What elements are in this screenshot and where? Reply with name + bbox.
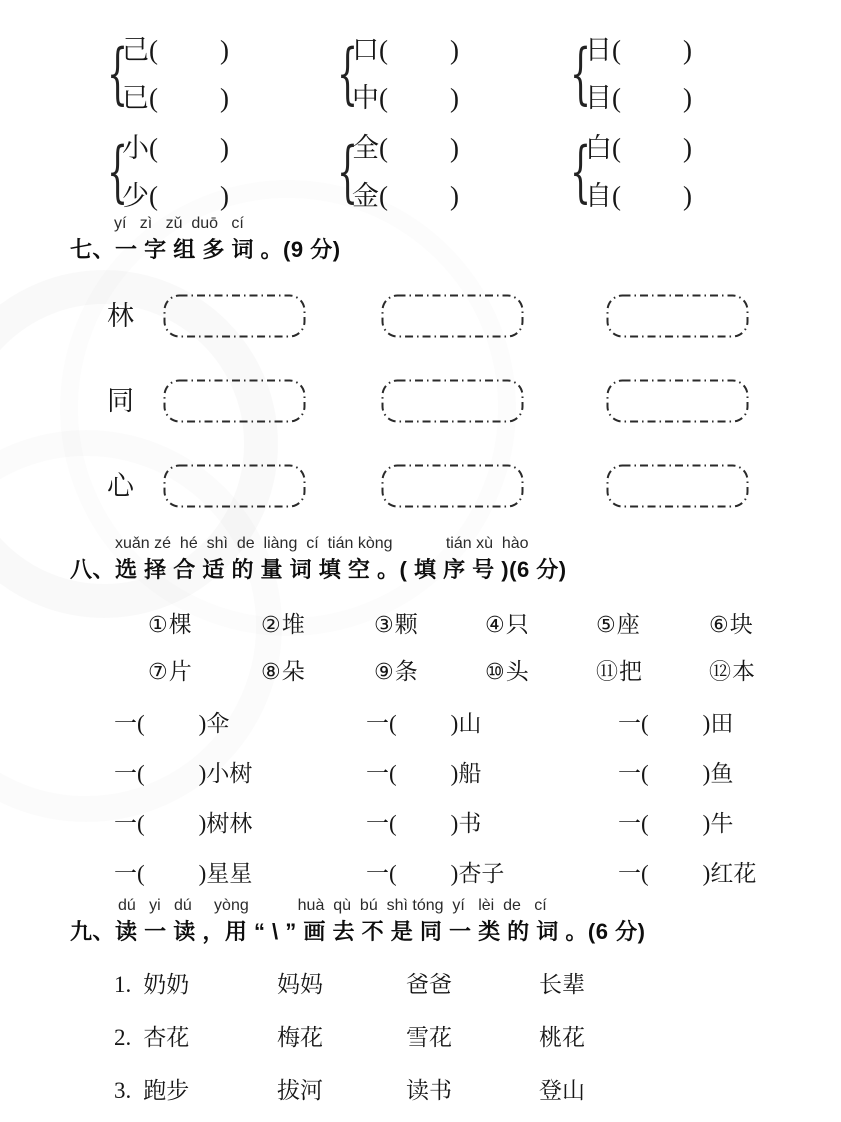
circled-number: ⑥ — [709, 613, 729, 638]
option-8 — [261, 658, 305, 687]
char-pair-group-xiao — [102, 124, 229, 220]
circled-number: ④ — [485, 613, 505, 638]
category-item-row-3 — [0, 1077, 841, 1107]
blank-prefix: 一 — [366, 761, 389, 786]
close-paren: ) — [702, 861, 711, 886]
measure-blank-shu — [366, 810, 481, 838]
blank-prefix: 一 — [366, 811, 389, 836]
open-paren: ( — [379, 83, 388, 113]
section8-heading: 八、选 择 合 适 的 量 词 填 空 。( 填 序 号 )(6 分) — [70, 557, 567, 582]
option-4 — [485, 611, 529, 640]
blank-noun: 伞 — [206, 711, 230, 736]
section7-heading: 七、一 字 组 多 词 。(9 分) — [70, 237, 341, 262]
pair-lines — [122, 132, 229, 212]
close-paren: ) — [450, 181, 459, 211]
option-word: 座 — [616, 612, 640, 637]
close-paren: ) — [450, 811, 459, 836]
option-word: 把 — [619, 659, 643, 684]
close-paren: ) — [683, 133, 692, 163]
answer-box — [163, 294, 306, 338]
open-paren: ( — [641, 861, 649, 886]
circled-number: ⑦ — [148, 660, 168, 685]
answer-box — [381, 379, 524, 423]
section7-pinyin: yí zì zǔ duō cí — [114, 215, 244, 232]
pair-line — [585, 82, 692, 114]
item-word: 跑步 — [143, 1078, 190, 1103]
option-12 — [709, 658, 755, 687]
close-paren: ) — [683, 181, 692, 211]
char-pair-group-quan — [332, 124, 459, 220]
left-brace: { — [570, 133, 591, 210]
open-paren: ( — [379, 35, 388, 65]
open-paren: ( — [641, 811, 649, 836]
close-paren: ) — [198, 811, 207, 836]
item-word: 长辈 — [539, 972, 585, 997]
blank-noun: 鱼 — [710, 761, 734, 786]
option-5 — [596, 611, 640, 640]
left-brace: { — [107, 133, 128, 210]
blank-noun: 田 — [710, 711, 734, 736]
left-brace: { — [107, 35, 128, 112]
open-paren: ( — [612, 35, 621, 65]
blank-prefix: 一 — [618, 811, 641, 836]
option-word: 条 — [394, 659, 418, 684]
answer-box — [163, 379, 306, 423]
option-3 — [374, 611, 418, 640]
section9-heading: 九、读 一 读 ，用 “ \ ” 画 去 不 是 同 一 类 的 词 。(6 分) — [70, 919, 646, 944]
pair-line — [122, 82, 229, 114]
pair-char: 小 — [122, 133, 149, 163]
pair-line — [352, 34, 459, 66]
pair-char: 日 — [585, 35, 612, 65]
open-paren: ( — [379, 181, 388, 211]
measure-blank-san — [114, 710, 229, 738]
close-paren: ) — [702, 761, 711, 786]
item-word: 桃花 — [539, 1025, 585, 1050]
option-11 — [596, 658, 642, 687]
option-word: 颗 — [394, 612, 418, 637]
pair-char: 自 — [585, 181, 612, 211]
pair-char: 全 — [352, 133, 379, 163]
pair-char: 口 — [352, 35, 379, 65]
close-paren: ) — [450, 761, 459, 786]
option-word: 片 — [168, 659, 192, 684]
item-word: 杏花 — [143, 1025, 190, 1050]
blank-noun: 树林 — [206, 811, 253, 836]
option-word: 头 — [505, 659, 529, 684]
blank-prefix: 一 — [114, 861, 137, 886]
option-word: 块 — [729, 612, 753, 637]
item-word: 登山 — [539, 1078, 585, 1103]
pair-lines — [585, 132, 692, 212]
item-cell — [114, 1024, 189, 1052]
blank-prefix: 一 — [618, 761, 641, 786]
section9-pinyin: dú yi dú yòng huà qù bú shì tóng yí lèi de cí — [118, 897, 547, 914]
pair-line — [122, 180, 229, 212]
pair-line — [585, 132, 692, 164]
blank-noun: 牛 — [710, 811, 734, 836]
pair-char: 中 — [352, 83, 379, 113]
option-word: 堆 — [281, 612, 305, 637]
wordbox-label-tong: 同 — [107, 386, 134, 416]
open-paren: ( — [149, 133, 158, 163]
circled-number: ① — [148, 613, 168, 638]
open-paren: ( — [149, 35, 158, 65]
pair-lines — [122, 34, 229, 114]
pair-lines — [352, 132, 459, 212]
left-brace: { — [337, 35, 358, 112]
item-word: 爸爸 — [406, 972, 452, 997]
measure-blank-xingxing — [114, 860, 252, 888]
pair-line — [352, 82, 459, 114]
circled-number: ⑫ — [709, 660, 732, 685]
pair-char: 白 — [585, 133, 612, 163]
close-paren: ) — [702, 811, 711, 836]
close-paren: ) — [220, 83, 229, 113]
blank-prefix: 一 — [114, 711, 137, 736]
section8-pinyin: xuǎn zé hé shì de liàng cí tián kòng tián xù hào — [115, 535, 529, 552]
blank-noun: 书 — [458, 811, 482, 836]
open-paren: ( — [137, 811, 145, 836]
close-paren: ) — [198, 711, 207, 736]
answer-box — [606, 294, 749, 338]
measure-blank-xingzi — [366, 860, 504, 888]
measure-blank-yu — [618, 760, 733, 788]
item-cell — [114, 1077, 189, 1105]
option-word: 本 — [732, 659, 756, 684]
open-paren: ( — [389, 811, 397, 836]
option-7 — [148, 658, 192, 687]
option-2 — [261, 611, 305, 640]
close-paren: ) — [198, 761, 207, 786]
item-word: 妈妈 — [277, 972, 323, 997]
open-paren: ( — [612, 181, 621, 211]
blank-prefix: 一 — [618, 861, 641, 886]
answer-box — [381, 464, 524, 508]
measure-blank-niu — [618, 810, 733, 838]
category-item-row-2 — [0, 1024, 841, 1054]
wordbox-label-lin: 林 — [107, 301, 134, 331]
item-word: 拔河 — [277, 1078, 323, 1103]
option-1 — [148, 611, 192, 640]
close-paren: ) — [220, 35, 229, 65]
open-paren: ( — [612, 133, 621, 163]
blank-noun: 红花 — [710, 861, 757, 886]
pair-line — [585, 180, 692, 212]
pair-line — [585, 34, 692, 66]
wordbox-label-xin: 心 — [107, 471, 134, 501]
option-6 — [709, 611, 753, 640]
pair-char: 已 — [122, 83, 149, 113]
close-paren: ) — [198, 861, 207, 886]
open-paren: ( — [612, 83, 621, 113]
pair-char: 己 — [122, 35, 149, 65]
circled-number: ⑤ — [596, 613, 616, 638]
blank-noun: 船 — [458, 761, 482, 786]
open-paren: ( — [389, 861, 397, 886]
pair-char: 少 — [122, 181, 149, 211]
pair-line — [352, 180, 459, 212]
close-paren: ) — [450, 133, 459, 163]
open-paren: ( — [379, 133, 388, 163]
char-pair-group-bai — [565, 124, 692, 220]
open-paren: ( — [389, 761, 397, 786]
measure-blank-xiaoshu — [114, 760, 252, 788]
left-brace: { — [570, 35, 591, 112]
circled-number: ⑧ — [261, 660, 281, 685]
item-word: 梅花 — [277, 1025, 323, 1050]
blank-prefix: 一 — [618, 711, 641, 736]
blank-noun: 杏子 — [458, 861, 505, 886]
item-word: 雪花 — [406, 1025, 452, 1050]
pair-lines — [585, 34, 692, 114]
open-paren: ( — [641, 761, 649, 786]
measure-blank-honghua — [618, 860, 756, 888]
item-cell — [114, 971, 189, 999]
pair-line — [122, 34, 229, 66]
option-9 — [374, 658, 418, 687]
measure-blank-tian — [618, 710, 733, 738]
open-paren: ( — [389, 711, 397, 736]
blank-prefix: 一 — [114, 761, 137, 786]
close-paren: ) — [220, 133, 229, 163]
option-word: 只 — [505, 612, 529, 637]
measure-blank-chuan — [366, 760, 481, 788]
char-pair-group-ri — [565, 26, 692, 122]
close-paren: ) — [683, 83, 692, 113]
blank-prefix: 一 — [366, 711, 389, 736]
answer-box — [381, 294, 524, 338]
pair-line — [352, 132, 459, 164]
close-paren: ) — [450, 35, 459, 65]
blank-prefix: 一 — [114, 811, 137, 836]
pair-char: 目 — [585, 83, 612, 113]
item-number: 3. — [114, 1078, 132, 1103]
item-number: 2. — [114, 1025, 132, 1050]
close-paren: ) — [450, 83, 459, 113]
circled-number: ⑨ — [374, 660, 394, 685]
pair-lines — [352, 34, 459, 114]
item-number: 1. — [114, 972, 132, 997]
circled-number: ⑪ — [596, 660, 619, 685]
circled-number: ⑩ — [485, 660, 505, 685]
blank-noun: 星星 — [206, 861, 253, 886]
measure-blank-shan — [366, 710, 481, 738]
item-word: 奶奶 — [143, 972, 190, 997]
blank-noun: 小树 — [206, 761, 253, 786]
close-paren: ) — [450, 711, 459, 736]
answer-box — [606, 379, 749, 423]
close-paren: ) — [683, 35, 692, 65]
pair-line — [122, 132, 229, 164]
open-paren: ( — [149, 83, 158, 113]
option-word: 棵 — [168, 612, 192, 637]
char-pair-group-ji — [102, 26, 229, 122]
open-paren: ( — [137, 711, 145, 736]
measure-blank-shulin — [114, 810, 252, 838]
circled-number: ② — [261, 613, 281, 638]
open-paren: ( — [137, 761, 145, 786]
open-paren: ( — [137, 861, 145, 886]
close-paren: ) — [220, 181, 229, 211]
pair-char: 金 — [352, 181, 379, 211]
open-paren: ( — [641, 711, 649, 736]
category-item-row-1 — [0, 971, 841, 1001]
left-brace: { — [337, 133, 358, 210]
blank-noun: 山 — [458, 711, 482, 736]
circled-number: ③ — [374, 613, 394, 638]
close-paren: ) — [450, 861, 459, 886]
open-paren: ( — [149, 181, 158, 211]
blank-prefix: 一 — [366, 861, 389, 886]
option-word: 朵 — [281, 659, 305, 684]
option-10 — [485, 658, 529, 687]
item-word: 读书 — [406, 1078, 452, 1103]
answer-box — [606, 464, 749, 508]
close-paren: ) — [702, 711, 711, 736]
char-pair-group-kou — [332, 26, 459, 122]
answer-box — [163, 464, 306, 508]
